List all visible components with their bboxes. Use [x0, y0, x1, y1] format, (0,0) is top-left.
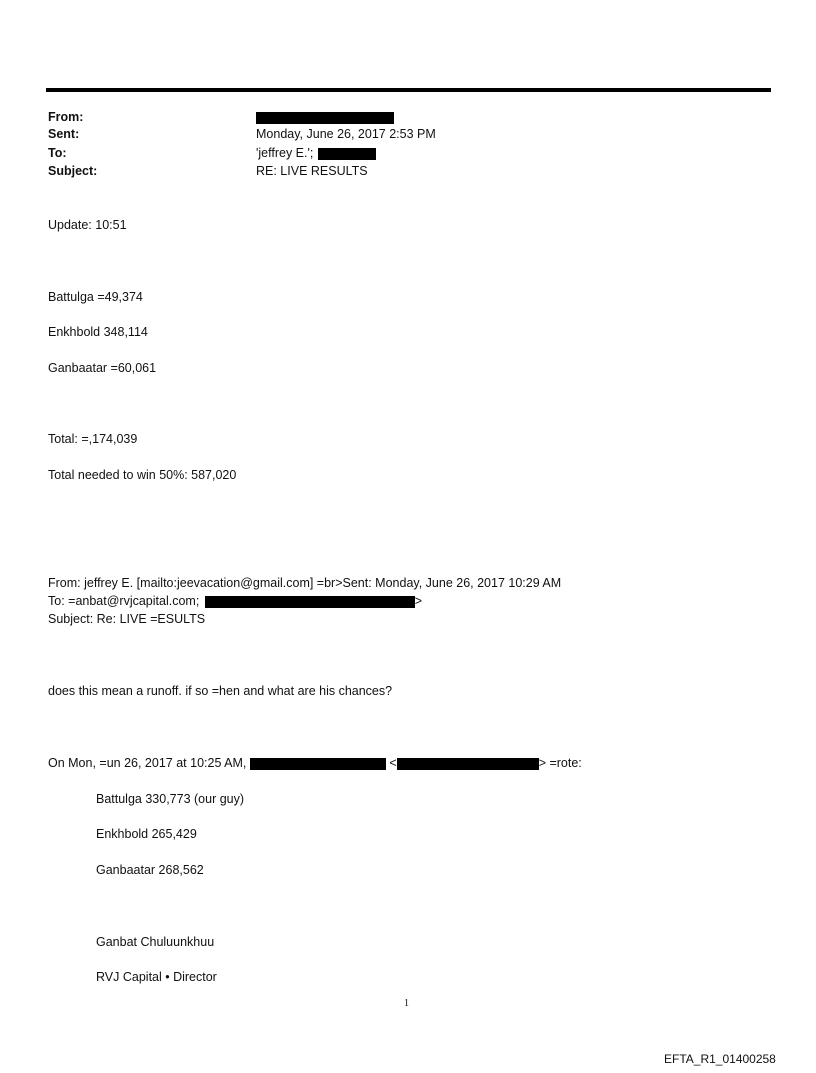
- quoted-to-prefix: To: =anbat@rvjcapital.com;: [48, 594, 200, 608]
- document-id: EFTA_R1_01400258: [664, 1052, 776, 1066]
- on-wrote-line: [48, 755, 582, 771]
- result-enkhbold: Enkhbold 348,114: [48, 325, 148, 339]
- inner-result-ganbaatar: Ganbaatar 268,562: [96, 863, 204, 877]
- signature-name: Ganbat Chuluunkhuu: [96, 935, 215, 949]
- redaction: [205, 596, 415, 608]
- subject-label: Subject:: [48, 164, 98, 178]
- sent-label: Sent:: [48, 127, 80, 141]
- redaction: [318, 148, 376, 160]
- result-battulga: Battulga =49,374: [48, 290, 143, 304]
- on-wrote-suffix: > =rote:: [538, 756, 582, 770]
- to-value-text: 'jeffrey E.';: [256, 146, 314, 160]
- from-label: From:: [48, 110, 84, 124]
- header-divider: [46, 88, 771, 92]
- quoted-from-line: From: jeffrey E. [mailto:jeevacation@gmail.com] =br>Sent: Monday, June 26, 2017 10:29 AM: [48, 576, 562, 590]
- question-line: does this mean a runoff. if so =hen and what are his chances?: [48, 684, 393, 698]
- quoted-to-line: [48, 593, 422, 609]
- quoted-to-suffix: >: [414, 594, 423, 608]
- page-number: 1: [404, 998, 409, 1009]
- needed-line: Total needed to win 50%: 587,020: [48, 468, 237, 482]
- to-value: [256, 145, 376, 161]
- redaction: [397, 758, 539, 770]
- result-ganbaatar: Ganbaatar =60,061: [48, 361, 157, 375]
- on-wrote-prefix: On Mon, =un 26, 2017 at 10:25 AM,: [48, 756, 247, 770]
- inner-result-enkhbold: Enkhbold 265,429: [96, 827, 197, 841]
- redaction: [250, 758, 386, 770]
- total-line: Total: =,174,039: [48, 432, 138, 446]
- redaction: [256, 112, 394, 124]
- inner-result-battulga: Battulga 330,773 (our guy): [96, 792, 245, 806]
- quoted-subject-line: Subject: Re: LIVE =ESULTS: [48, 612, 206, 626]
- from-value: [256, 109, 394, 125]
- to-label: To:: [48, 146, 67, 160]
- on-wrote-lt: <: [389, 756, 397, 770]
- sent-value: Monday, June 26, 2017 2:53 PM: [256, 127, 436, 141]
- update-line: Update: 10:51: [48, 218, 127, 232]
- signature-title: RVJ Capital • Director: [96, 970, 217, 984]
- subject-value: RE: LIVE RESULTS: [256, 164, 368, 178]
